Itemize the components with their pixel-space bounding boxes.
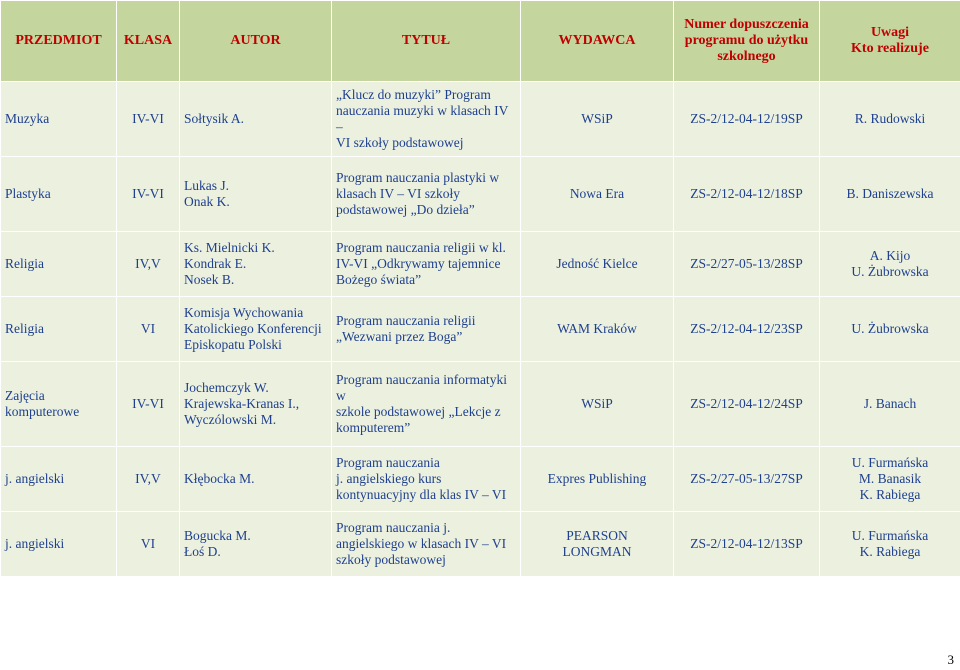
- table-row: [1, 297, 960, 362]
- cell-line: K. Rabiega: [859, 487, 921, 502]
- cell-line: szkolnego: [717, 49, 776, 64]
- cell-class: [117, 157, 180, 232]
- cell-line: podstawowej „Do dzieła”: [336, 202, 475, 217]
- header-publisher: [521, 1, 674, 82]
- cell-line: j. angielskiego kurs: [336, 471, 442, 486]
- cell-line: VI szkoły podstawowej: [336, 135, 464, 150]
- cell-line: J. Banach: [863, 396, 917, 411]
- cell-class: [117, 297, 180, 362]
- cell-line: IV-VI: [132, 186, 164, 201]
- cell-line: Plastyka: [5, 186, 51, 201]
- cell-subject: [1, 297, 117, 362]
- cell-line: IV,V: [135, 471, 161, 486]
- cell-line: j. angielski: [5, 536, 65, 551]
- cell-class: [117, 447, 180, 512]
- cell-line: IV-VI: [132, 396, 164, 411]
- cell-notes: [820, 362, 960, 447]
- cell-line: Kondrak E.: [184, 256, 247, 271]
- cell-author: [180, 297, 332, 362]
- header-notes: [820, 1, 960, 82]
- cell-author: [180, 82, 332, 157]
- cell-line: AUTOR: [230, 33, 281, 48]
- cell-line: Nowa Era: [569, 186, 625, 201]
- table-header-row: [1, 1, 960, 82]
- cell-line: Expres Publishing: [547, 471, 647, 486]
- cell-publisher: [521, 157, 674, 232]
- cell-title: [332, 362, 521, 447]
- cell-line: Jedność Kielce: [556, 256, 638, 271]
- table-row: [1, 232, 960, 297]
- cell-line: Episkopatu Polski: [184, 337, 282, 352]
- cell-line: ZS-2/12-04-12/23SP: [690, 321, 803, 336]
- cell-line: Onak K.: [184, 194, 230, 209]
- cell-line: Program nauczania religii w kl.: [336, 240, 506, 255]
- cell-publisher: [521, 362, 674, 447]
- cell-line: U. Żubrowska: [851, 321, 929, 336]
- cell-subject: [1, 512, 117, 577]
- cell-line: LONGMAN: [562, 544, 632, 559]
- cell-line: WSiP: [581, 396, 613, 411]
- cell-title: [332, 512, 521, 577]
- cell-line: Program nauczania j.: [336, 520, 451, 535]
- cell-line: IV-VI „Odkrywamy tajemnice: [336, 256, 501, 271]
- cell-author: [180, 157, 332, 232]
- cell-publisher: [521, 82, 674, 157]
- cell-notes: [820, 157, 960, 232]
- cell-notes: [820, 82, 960, 157]
- cell-author: [180, 362, 332, 447]
- cell-publisher: [521, 512, 674, 577]
- cell-line: j. angielski: [5, 471, 65, 486]
- cell-subject: [1, 82, 117, 157]
- header-class: [117, 1, 180, 82]
- cell-line: Krajewska-Kranas I.,: [184, 396, 300, 411]
- cell-line: Wyczólowski M.: [184, 412, 277, 427]
- cell-line: U. Furmańska: [851, 455, 929, 470]
- cell-line: IV-VI: [132, 111, 164, 126]
- cell-author: [180, 512, 332, 577]
- cell-line: ZS-2/12-04-12/18SP: [690, 186, 803, 201]
- cell-line: ZS-2/27-05-13/28SP: [690, 256, 803, 271]
- cell-title: [332, 232, 521, 297]
- cell-class: [117, 362, 180, 447]
- cell-approval-number: [674, 157, 820, 232]
- cell-line: Program nauczania: [336, 455, 440, 470]
- cell-line: Nosek B.: [184, 272, 235, 287]
- cell-line: R. Rudowski: [854, 111, 926, 126]
- cell-title: [332, 82, 521, 157]
- cell-line: Sołtysik A.: [184, 111, 245, 126]
- cell-line: Program nauczania informatyki w: [336, 372, 507, 403]
- cell-line: Lukas J.: [184, 178, 229, 193]
- cell-line: komputerowe: [5, 404, 80, 419]
- cell-class: [117, 82, 180, 157]
- cell-line: PEARSON: [566, 528, 628, 543]
- cell-line: TYTUŁ: [401, 33, 451, 48]
- cell-line: szkole podstawowej „Lekcje z: [336, 404, 501, 419]
- cell-line: ZS-2/12-04-12/13SP: [690, 536, 803, 551]
- cell-line: Kto realizuje: [851, 41, 929, 56]
- cell-line: U. Furmańska: [851, 528, 929, 543]
- table-body: [1, 82, 960, 577]
- cell-line: Zajęcia: [5, 388, 45, 403]
- cell-publisher: [521, 297, 674, 362]
- cell-line: VI: [140, 536, 156, 551]
- header-subject: [1, 1, 117, 82]
- cell-line: M. Banasik: [858, 471, 922, 486]
- cell-line: Kłębocka M.: [184, 471, 255, 486]
- cell-line: Religia: [5, 321, 44, 336]
- table-row: [1, 157, 960, 232]
- cell-line: IV,V: [135, 256, 161, 271]
- cell-class: [117, 232, 180, 297]
- cell-line: programu do użytku: [684, 33, 809, 48]
- cell-line: kontynuacyjny dla klas IV – VI: [336, 487, 507, 502]
- cell-line: klasach IV – VI szkoły: [336, 186, 460, 201]
- cell-title: [332, 297, 521, 362]
- cell-line: komputerem”: [336, 420, 411, 435]
- table-row: [1, 82, 960, 157]
- cell-line: WSiP: [581, 111, 613, 126]
- cell-line: WAM Kraków: [557, 321, 637, 336]
- cell-author: [180, 232, 332, 297]
- cell-line: Bożego świata”: [336, 272, 422, 287]
- cell-approval-number: [674, 362, 820, 447]
- cell-approval-number: [674, 447, 820, 512]
- cell-line: Uwagi: [870, 25, 910, 40]
- cell-line: Muzyka: [5, 111, 50, 126]
- cell-line: szkoły podstawowej: [336, 552, 446, 567]
- cell-line: A. Kijo: [869, 248, 911, 263]
- cell-line: Komisja Wychowania: [184, 305, 304, 320]
- cell-line: Bogucka M.: [184, 528, 251, 543]
- cell-publisher: [521, 447, 674, 512]
- header-author: [180, 1, 332, 82]
- cell-author: [180, 447, 332, 512]
- cell-line: VI: [140, 321, 156, 336]
- cell-line: angielskiego w klasach IV – VI: [336, 536, 507, 551]
- cell-subject: [1, 447, 117, 512]
- cell-approval-number: [674, 82, 820, 157]
- cell-line: B. Daniszewska: [846, 186, 934, 201]
- cell-approval-number: [674, 512, 820, 577]
- cell-line: ZS-2/12-04-12/24SP: [690, 396, 803, 411]
- header-approval-number: [674, 1, 820, 82]
- header-title: [332, 1, 521, 82]
- cell-line: ZS-2/12-04-12/19SP: [690, 111, 803, 126]
- cell-line: Katolickiego Konferencji: [184, 321, 322, 336]
- cell-subject: [1, 157, 117, 232]
- cell-title: [332, 157, 521, 232]
- cell-line: Program nauczania religii: [336, 313, 476, 328]
- cell-line: K. Rabiega: [859, 544, 921, 559]
- cell-subject: [1, 232, 117, 297]
- cell-class: [117, 512, 180, 577]
- cell-line: „Wezwani przez Boga”: [336, 329, 463, 344]
- cell-approval-number: [674, 297, 820, 362]
- cell-line: Religia: [5, 256, 44, 271]
- cell-publisher: [521, 232, 674, 297]
- cell-line: ZS-2/27-05-13/27SP: [690, 471, 803, 486]
- table-row: [1, 512, 960, 577]
- cell-line: U. Żubrowska: [851, 264, 929, 279]
- cell-title: [332, 447, 521, 512]
- cell-line: Ks. Mielnicki K.: [184, 240, 275, 255]
- cell-line: Numer dopuszczenia: [684, 17, 809, 32]
- cell-line: nauczania muzyki w klasach IV –: [336, 103, 509, 134]
- cell-line: PRZEDMIOT: [15, 33, 102, 48]
- cell-line: Program nauczania plastyki w: [336, 170, 500, 185]
- table-row: [1, 362, 960, 447]
- cell-subject: [1, 362, 117, 447]
- cell-notes: [820, 512, 960, 577]
- cell-notes: [820, 447, 960, 512]
- cell-notes: [820, 297, 960, 362]
- page-number: 3: [947, 652, 954, 667]
- cell-line: Łoś D.: [184, 544, 221, 559]
- cell-line: „Klucz do muzyki” Program: [336, 87, 491, 102]
- cell-line: WYDAWCA: [558, 33, 636, 48]
- cell-line: Jochemczyk W.: [184, 380, 269, 395]
- cell-line: KLASA: [123, 33, 173, 48]
- cell-approval-number: [674, 232, 820, 297]
- table-row: [1, 447, 960, 512]
- cell-notes: [820, 232, 960, 297]
